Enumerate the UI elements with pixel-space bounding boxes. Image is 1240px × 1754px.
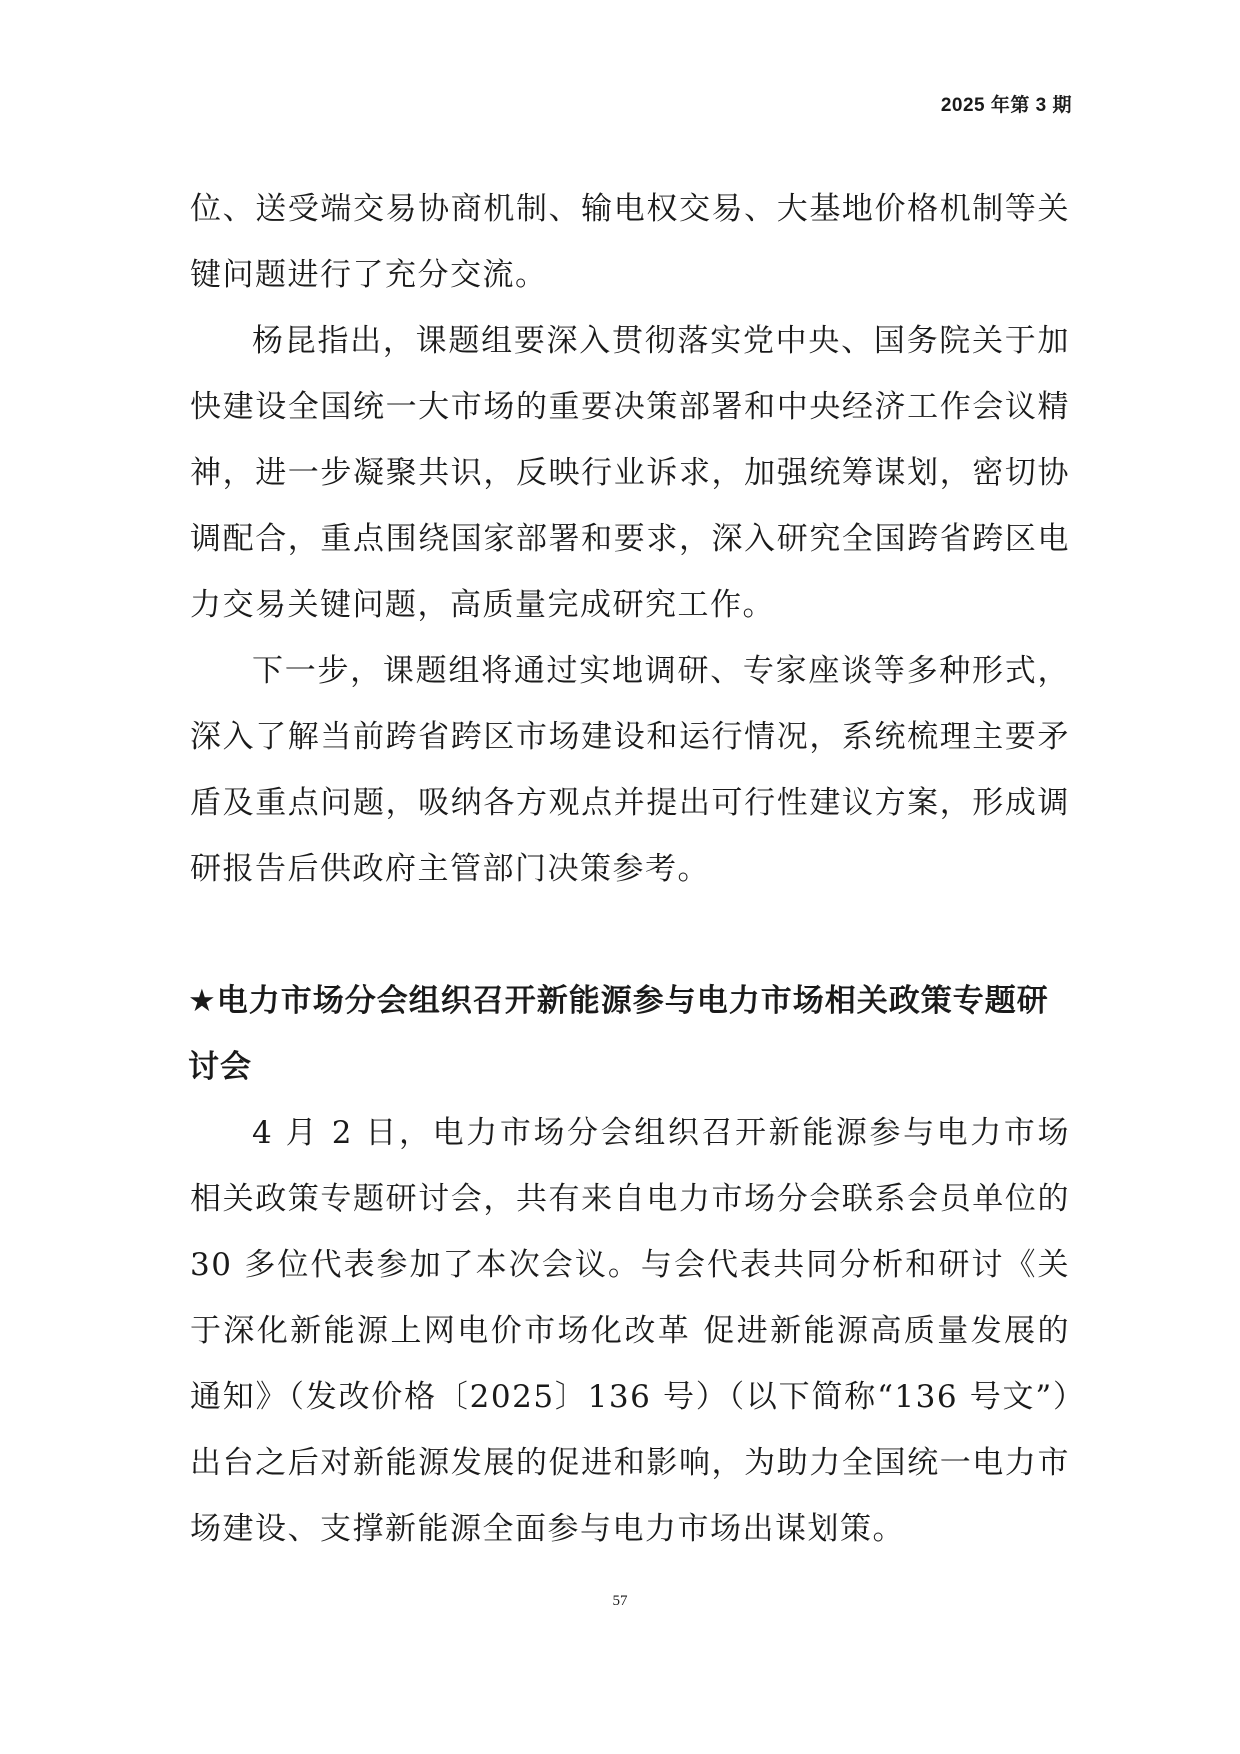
section-spacer	[190, 902, 1070, 968]
paragraph-continued: 位、送受端交易协商机制、输电权交易、大基地价格机制等关键问题进行了充分交流。	[190, 191, 1070, 293]
paragraph-seminar: 4 月 2 日，电力市场分会组织召开新能源参与电力市场相关政策专题研讨会，共有来自电力市场分会联系会员单位的 30 多位代表参加了本次会议。与会代表共同分析和研讨《关于深化新能源上网电价市场化改革 促进新能源高质量发展的通知》（发改价格〔2025〕136 号）（以下简称“136 号文”）出台之后对新能源发展的促进和影响，为助力全国统一电力市场建设、支撑新能源全面参与电力市场出谋划策。	[190, 1115, 1070, 1547]
issue-label: 2025 年第 3 期	[940, 95, 1072, 116]
article-body	[190, 176, 1070, 1562]
page-number: 57	[612, 1593, 628, 1609]
paragraph-next-step: 下一步，课题组将通过实地调研、专家座谈等多种形式，深入了解当前跨省跨区市场建设和运行情况，系统梳理主要矛盾及重点问题，吸纳各方观点并提出可行性建议方案，形成调研报告后供政府主管部门决策参考。	[190, 653, 1070, 887]
section-heading	[188, 968, 1070, 1100]
star-icon: ★	[188, 983, 217, 1019]
paragraph-yang-kun: 杨昆指出，课题组要深入贯彻落实党中央、国务院关于加快建设全国统一大市场的重要决策部署和中央经济工作会议精神，进一步凝聚共识，反映行业诉求，加强统筹谋划，密切协调配合，重点围绕国家部署和要求，深入研究全国跨省跨区电力交易关键问题，高质量完成研究工作。	[190, 323, 1070, 623]
section-heading-text: 电力市场分会组织召开新能源参与电力市场相关政策专题研讨会	[188, 983, 1049, 1085]
